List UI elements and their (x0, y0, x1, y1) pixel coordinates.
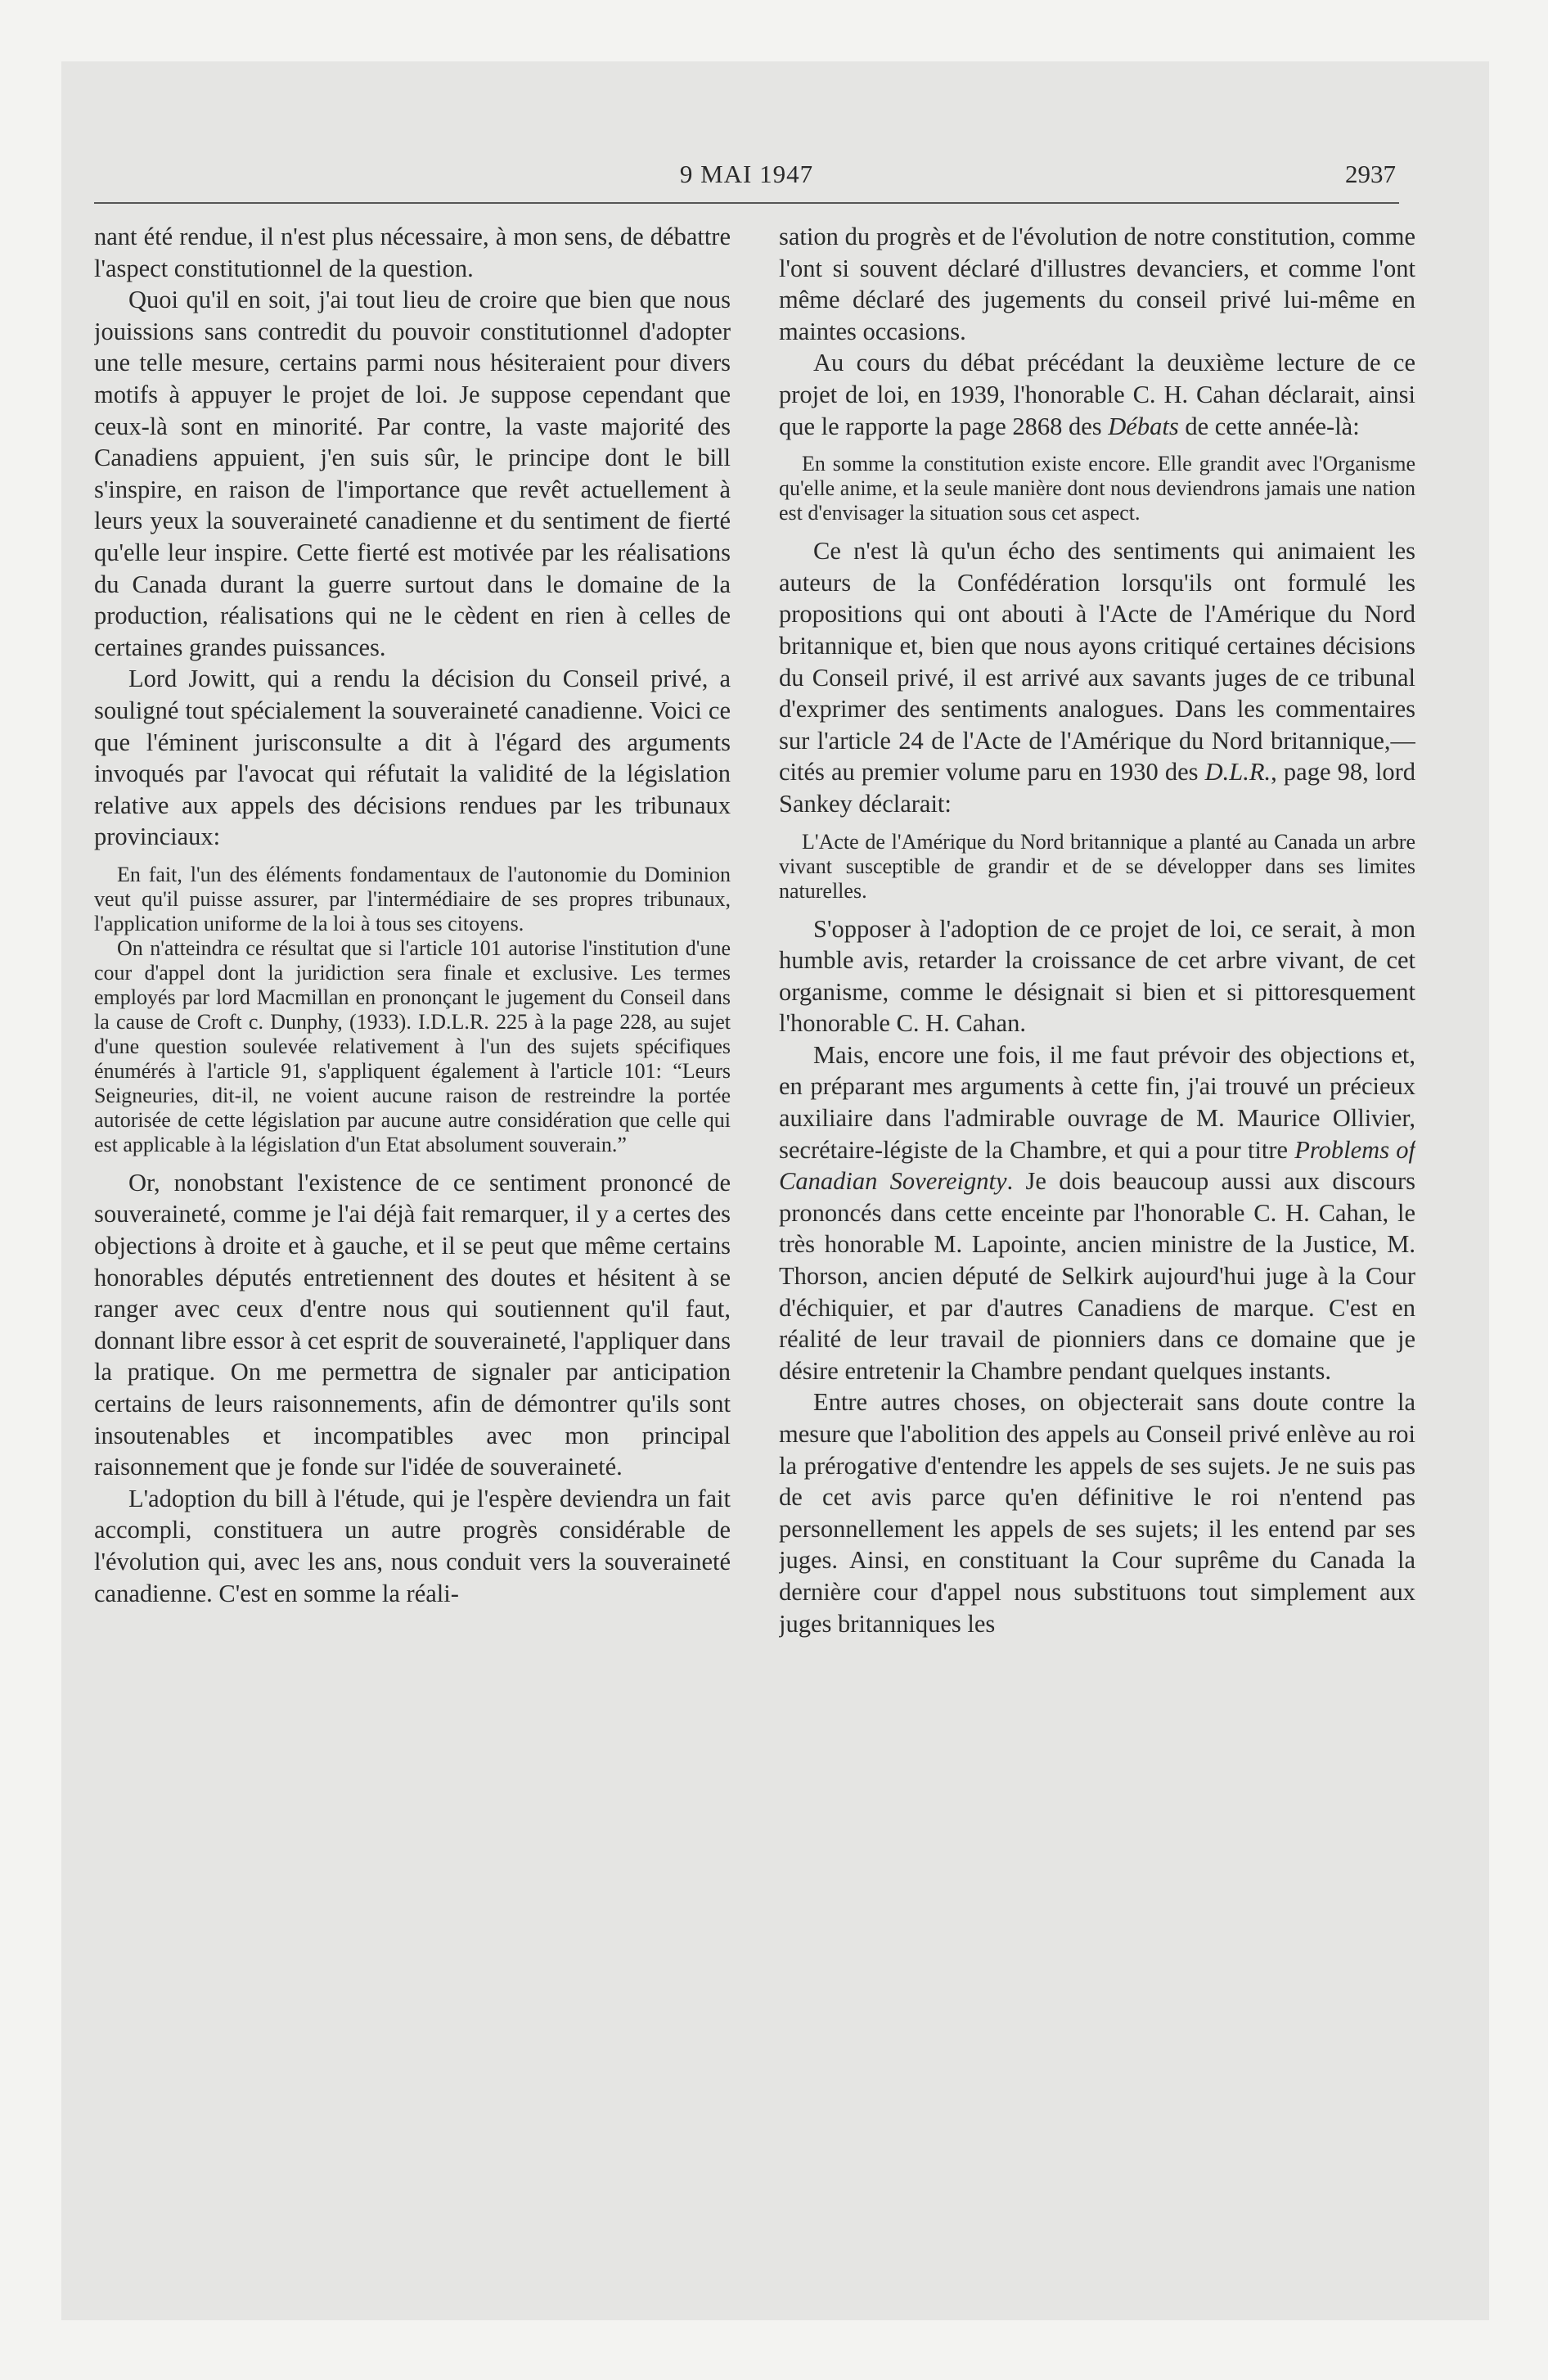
text-run: Mais, encore une fois, il me faut prévoir des objections et, en préparant mes arguments à cette fin, j'ai trouvé un précieux auxiliaire dans l'admirable ouvrage de M. Maurice Ollivier, secrétaire-légiste de la Chambre, et qui a pour titre (779, 1040, 1415, 1164)
quote-paragraph: En fait, l'un des éléments fondamentaux de l'autonomie du Dominion veut qu'il puisse assurer, par l'intermédiaire de ses propres tribunaux, l'application uniforme de la loi à tous ses citoyens. (94, 862, 731, 935)
text-run: de cette année-là: (1178, 412, 1360, 440)
italic-title: D.L.R. (1204, 758, 1271, 787)
paragraph (779, 535, 1415, 819)
paragraph: nant été rendue, il n'est plus nécessaire, à mon sens, de débattre l'aspect constitutionnel de la question. (94, 223, 731, 282)
block-quote (779, 452, 1415, 525)
italic-title: Débats (1108, 412, 1179, 440)
text-run: Ce n'est là qu'un écho des sentiments qui animaient les auteurs de la Confédération lorsqu'ils ont formulé les propositions qui ont abouti à l'Acte de l'Amérique du Nord britannique et, bien que nous ayons critiqué certaines décisions du Conseil privé, il est arrivé aux savants juges de ce tribunal d'exprimer des sentiments analogues. Dans les commentaires sur l'article 24 de l'Acte de l'Amérique du Nord britannique,—cités au premier volume paru en 1930 des (779, 537, 1415, 787)
paragraph (779, 347, 1415, 442)
paragraph: sation du progrès et de l'évolution de notre constitution, comme l'ont si souvent déclaré d'illustres devanciers, et comme l'ont même déclaré des jugements du conseil privé lui-même en maintes occasions. (779, 223, 1415, 345)
block-quote (779, 830, 1415, 904)
paragraph (779, 1039, 1415, 1387)
text-run: Au cours du débat précédant la deuxième lecture de ce projet de loi, en 1939, l'honorable C. H. Cahan déclarait, ainsi que le rapporte la page 2868 des (779, 349, 1415, 440)
text-run: . Je dois beaucoup aussi aux discours prononcés dans cette enceinte par l'honorable C. H. Cahan, le très honorable M. Lapointe, ancien ministre de la Justice, M. Thorson, ancien député de Selkirk aujourd'hui juge à la Cour d'échiquier, et par d'autres Canadiens de marque. C'est en réalité de leur travail de pionniers dans ce domaine que je désire entretenir la Chambre pendant quelques instants. (779, 1167, 1415, 1385)
block-quote (94, 863, 731, 1157)
italic-title: Problems of Canadian Sovereignty (779, 1135, 1415, 1196)
paragraph: S'opposer à l'adoption de ce projet de loi, ce serait, à mon humble avis, retarder la croissance de cet arbre vivant, de cet organisme, comme le désignait si bien et si pittoresquement l'honorable C. H. Cahan. (779, 914, 1415, 1038)
page-header (94, 160, 1399, 204)
page-date: 9 MAI 1947 (679, 160, 814, 188)
paragraph: Quoi qu'il en soit, j'ai tout lieu de croire que bien que nous jouissions sans contredit du pouvoir constitutionnel d'adopter une telle mesure, certains parmi nous hésiteraient pour divers motifs à appuyer le projet de loi. Je suppose cependant que ceux-là sont en minorité. Par contre, la vaste majorité des Canadiens appuient, j'en suis sûr, le principe dont le bill s'inspire, en raison de l'importance que revêt actuellement à leurs yeux la souveraineté canadienne et du sentiment de fierté qu'elle leur inspire. Cette fierté est motivée par les réalisations du Canada durant la guerre surtout dans le domaine de la production, réalisations qui ne le cèdent en rien à celles de certaines grandes puissances. (94, 286, 731, 661)
quote-paragraph: En somme la constitution existe encore. Elle grandit avec l'Organisme qu'elle anime, et la seule manière dont nous deviendrons jamais une nation est d'envisager la situation sous cet aspect. (779, 452, 1415, 525)
quote-paragraph: L'Acte de l'Amérique du Nord britannique a planté au Canada un arbre vivant susceptible de grandir et de se développer dans ses limites naturelles. (779, 829, 1415, 903)
quote-paragraph: On n'atteindra ce résultat que si l'article 101 autorise l'institution d'une cour d'appel dont la juridiction sera finale et exclusive. Les termes employés par lord Macmillan en prononçant le jugement du Conseil dans la cause de Croft c. Dunphy, (1933). I.D.L.R. 225 à la page 228, au sujet d'une question soulevée relativement à l'un des sujets spécifiques énumérés à l'article 91, s'appliquent également à l'article 101: “Leurs Seigneuries, dit-il, ne voient aucune raison de restreindre la portée autorisée de cette législation par aucune autre considération que celle qui est applicable à la législation d'un Etat absolument souverain.” (94, 935, 731, 1156)
left-column (94, 221, 731, 2267)
paragraph: Entre autres choses, on objecterait sans doute contre la mesure que l'abolition des appels au Conseil privé enlève au roi la prérogative d'entendre les appels de ses sujets. Je ne suis pas de cet avis parce qu'en définitive le roi n'entend pas personnellement les appels de ses sujets; il les entend par ses juges. Ainsi, en constituant la Cour suprême du Canada la dernière cour d'appel nous substituons tout simplement aux juges britanniques les (779, 1388, 1415, 1638)
page-number: 2937 (1345, 160, 1396, 188)
paragraph: L'adoption du bill à l'étude, qui je l'espère deviendra un fait accompli, constituera un autre progrès considérable de l'évolution qui, avec les ans, nous conduit vers la souveraineté canadienne. C'est en somme la réali- (94, 1484, 731, 1607)
paragraph: Lord Jowitt, qui a rendu la décision du Conseil privé, a souligné tout spécialement la souveraineté canadienne. Voici ce que l'éminent jurisconsulte a dit à l'égard des arguments invoqués par l'avocat qui réfutait la validité de la législation relative aux appels des décisions rendues par les tribunaux provinciaux: (94, 665, 731, 851)
text-run: , page 98, lord Sankey déclarait: (779, 758, 1415, 818)
paragraph: Or, nonobstant l'existence de ce sentiment prononcé de souveraineté, comme je l'ai déjà fait remarquer, il y a certes des objections à droite et à gauche, et il se peut que même certains honorables députés entretiennent des doutes et hésitent à se ranger avec ceux d'entre nous qui soutiennent qu'il faut, donnant libre essor à cet esprit de souveraineté, l'appliquer dans la pratique. On me permettra de signaler par anticipation certains de leurs raisonnements, afin de démontrer qu'ils sont insoutenables et incompatibles avec mon principal raisonnement que je fonde sur l'idée de souveraineté. (94, 1168, 731, 1481)
right-column (779, 221, 1415, 2267)
